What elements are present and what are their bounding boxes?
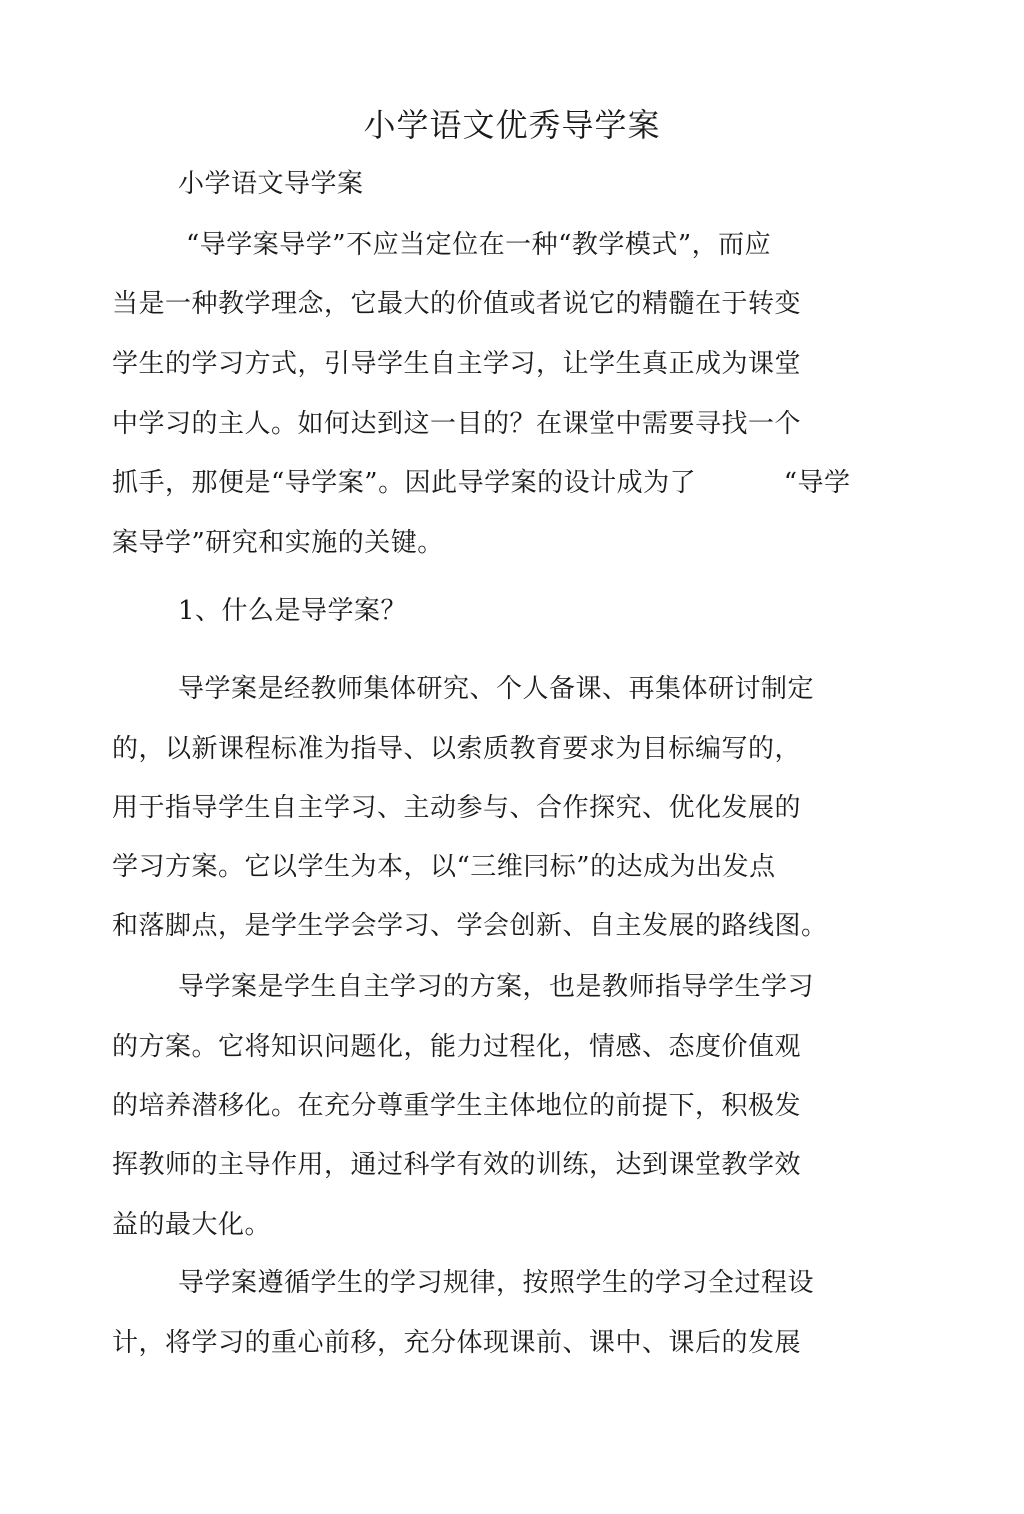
page-title: 小学语文优秀导学案 [363,106,661,144]
paragraph-line: 的方案。它将知识问题化，能力过程化，情感、态度价值观 [112,1032,802,1062]
paragraph-line: 抓手，那便是“导学案”。因此导学案的设计成为了 “导学 [112,468,851,498]
paragraph-line: 的培养潜移化。在充分尊重学生主体地位的前提下，积极发 [112,1091,802,1121]
paragraph-line: 学习方案。它以学生为本，以“三维冃标”的达成为出发点 [112,852,776,882]
paragraph-line: 导学案遵循学生的学习规律，按照学生的学习全过程设 [178,1268,815,1298]
paragraph-line: 导学案是学生自主学习的方案，也是教师指导学生学习 [178,972,815,1002]
paragraph-line: 导学案是经教师集体研究、个人备课、再集体研讨制定 [178,674,815,704]
paragraph-line: 用于指导学生自主学习、主动参与、合作探究、优化发展的 [112,793,802,823]
paragraph-line: 案导学”研究和实施的关键。 [112,528,444,558]
paragraph-line: 当是一种教学理念，它最大的价值或者说它的精髓在于转变 [112,289,802,319]
section-heading: 1、什么是导学案？ [178,596,408,626]
paragraph-line: 学生的学习方式，引导学生自主学习，让学生真正成为课堂 [112,349,802,379]
paragraph-line: “导学案导学”不应当定位在一种“教学模式”，而应 [186,230,772,260]
paragraph-line: 挥教师的主导作用，通过科学有效的训练，达到课堂教学效 [112,1150,802,1180]
paragraph-line: 中学习的主人。如何达到这一目的？在课堂中需要寻找一个 [112,409,802,439]
paragraph-line: 益的最大化。 [112,1210,272,1240]
document-subtitle: 小学语文导学案 [178,169,364,199]
paragraph-line: 的，以新课程标准为指导、以索质教育要求为目标编写的， [112,734,802,764]
paragraph-line: 和落脚点，是学生学会学习、学会创新、自主发展的路线图。 [112,911,828,941]
paragraph-line: 计，将学习的重心前移，充分体现课前、课中、课后的发展 [112,1328,802,1358]
